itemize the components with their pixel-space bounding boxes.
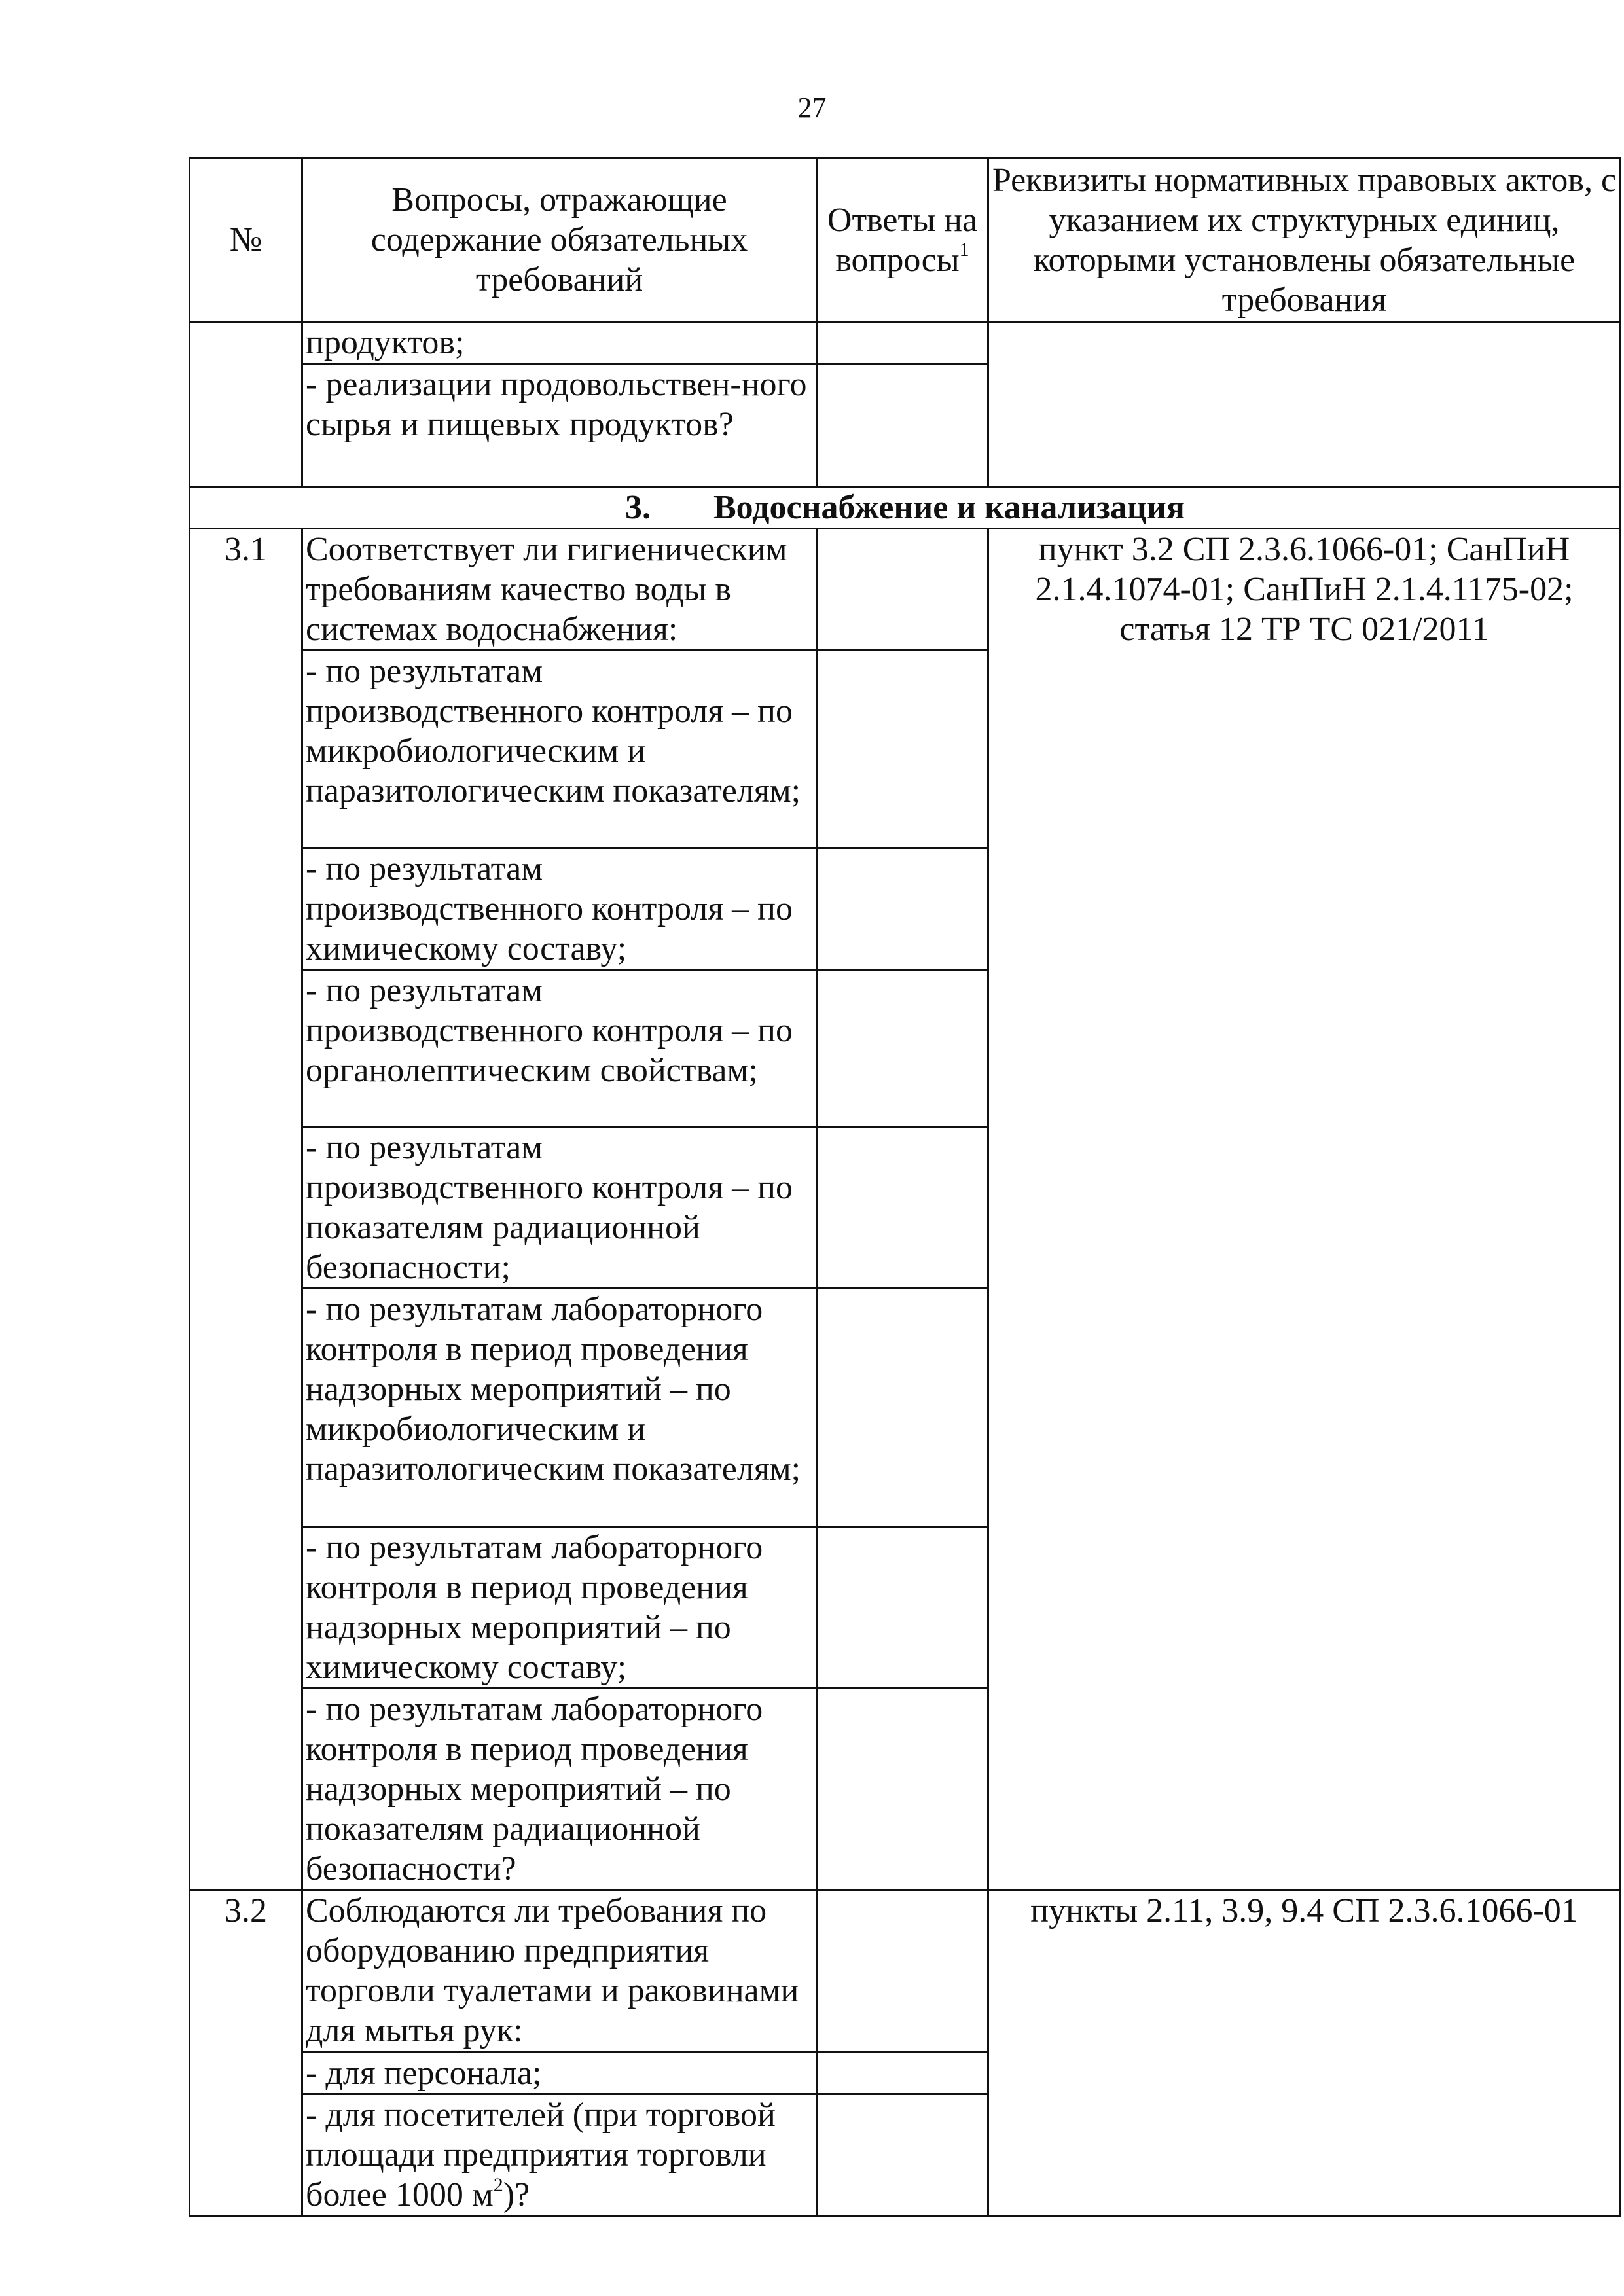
question-cell: продуктов; xyxy=(302,322,817,364)
table-row xyxy=(190,1890,1621,2053)
answer-cell[interactable] xyxy=(817,1127,988,1289)
section-title: Водоснабжение и канализация xyxy=(713,489,1185,526)
question-cell: - по результатам производственного контроля – по показателям радиационной безопасности; xyxy=(302,1127,817,1289)
requirements-table xyxy=(189,157,1621,2217)
answer-cell[interactable] xyxy=(817,2094,988,2216)
header-references: Реквизиты нормативных правовых актов, с указанием их структурных единиц, которыми установлены обязательные требования xyxy=(988,158,1621,322)
question-cell: - реализации продовольствен-ного сырья и пищевых продуктов? xyxy=(302,364,817,487)
table-header-row xyxy=(190,158,1621,322)
question-cell: - по результатам лабораторного контроля в период проведения надзорных мероприятий – по показателям радиационной безопасности? xyxy=(302,1689,817,1890)
answer-cell[interactable] xyxy=(817,651,988,848)
num-cell-empty xyxy=(190,322,302,487)
question-cell: - по результатам производственного контроля – по органолептическим свойствам; xyxy=(302,970,817,1127)
section-heading xyxy=(190,487,1621,529)
header-questions: Вопросы, отражающие содержание обязательных требований xyxy=(302,158,817,322)
answer-cell[interactable] xyxy=(817,970,988,1127)
question-cell: - для персонала; xyxy=(302,2053,817,2094)
question-cell: - по результатам производственного контроля – по химическому составу; xyxy=(302,848,817,970)
header-num: № xyxy=(190,158,302,322)
answer-cell[interactable] xyxy=(817,1289,988,1527)
item-number: 3.2 xyxy=(190,1890,302,2216)
answer-cell[interactable] xyxy=(817,322,988,364)
table-row xyxy=(190,322,1621,364)
answer-cell[interactable] xyxy=(817,2053,988,2094)
question-cell: - по результатам лабораторного контроля в период проведения надзорных мероприятий – по химическому составу; xyxy=(302,1527,817,1689)
answer-cell[interactable] xyxy=(817,1890,988,2053)
header-answers: Ответы на вопросы$^1$ xyxy=(817,158,988,322)
reference-cell: пункт 3.2 СП 2.3.6.1066-01; СанПиН 2.1.4.1074-01; СанПиН 2.1.4.1175-02; статья 12 ТР ТС 021/2011 xyxy=(988,529,1621,1890)
question-cell: - по результатам производственного контроля – по микробиологическим и паразитологическим показателям; xyxy=(302,651,817,848)
answer-cell[interactable] xyxy=(817,1527,988,1689)
question-cell: - для посетителей (при торговой площади предприятия торговли более 1000 $м^2$)? xyxy=(302,2094,817,2216)
page-number: 27 xyxy=(797,92,827,124)
answer-cell[interactable] xyxy=(817,529,988,651)
reference-cell-empty xyxy=(988,322,1621,487)
answer-cell[interactable] xyxy=(817,364,988,487)
table-row xyxy=(190,529,1621,651)
question-cell: Соответствует ли гигиеническим требованиям качество воды в системах водоснабжения: xyxy=(302,529,817,651)
section-row xyxy=(190,487,1621,529)
answer-cell[interactable] xyxy=(817,1689,988,1890)
item-number: 3.1 xyxy=(190,529,302,1890)
answer-cell[interactable] xyxy=(817,848,988,970)
reference-cell: пункты 2.11, 3.9, 9.4 СП 2.3.6.1066-01 xyxy=(988,1890,1621,2216)
question-cell: Соблюдаются ли требования по оборудованию предприятия торговли туалетами и раковинами для мытья рук: xyxy=(302,1890,817,2053)
section-number: 3. xyxy=(625,489,651,526)
question-cell: - по результатам лабораторного контроля в период проведения надзорных мероприятий – по микробиологическим и паразитологическим показателям; xyxy=(302,1289,817,1527)
